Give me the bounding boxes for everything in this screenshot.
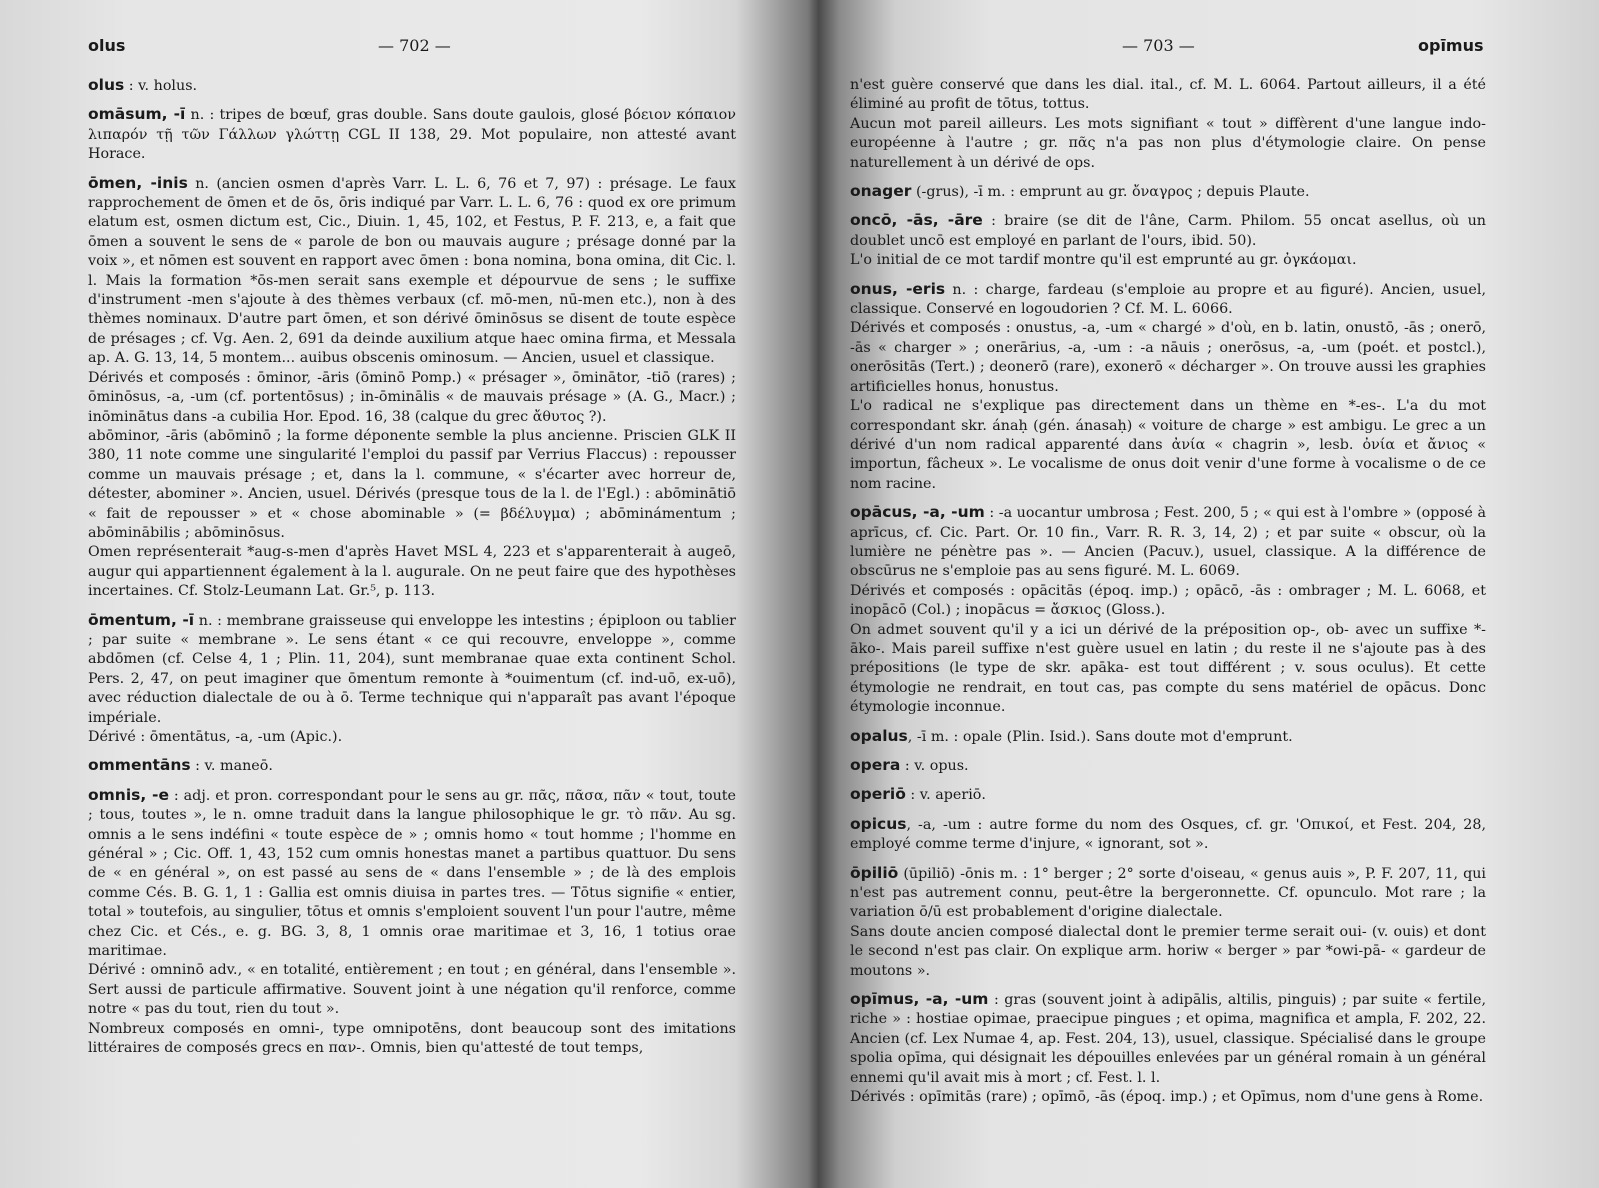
entry [88,105,736,164]
left-running-head: olus [88,36,126,55]
entry [88,174,736,602]
headword: olus [88,76,125,94]
entry [88,76,736,96]
entry [850,211,1486,270]
headword: opera [850,756,901,774]
entry-text: : v. opus. [900,758,969,774]
entry [850,182,1486,202]
left-column [88,76,736,1068]
entry [850,815,1486,855]
continuation [850,76,1486,173]
headword: opicus [850,814,907,833]
entry [850,785,1486,805]
entry [850,280,1486,494]
entry-text: (-grus), -ī m. : emprunt au gr. ὄναγρος ; depuis Plaute. [911,184,1310,201]
headword: opācus, -a, -um [850,503,985,522]
entry [850,727,1486,747]
entry [850,756,1486,776]
headword: ōpiliō [850,863,899,882]
headword: ōmentum, -ī [88,610,195,629]
headword: onager [850,182,912,201]
entry [88,756,736,776]
entry [88,786,736,1059]
entry-subparagraph: Dérivé : ōmentātus, -a, -um (Apic.). [88,729,343,745]
entry-text: n. : charge, fardeau (s'emploie au propre et au figuré). Ancien, usuel, classique. Conservé en logoudorien ? Cf. M. L. 6066. [850,281,1486,318]
left-page-number: — 702 — [378,36,451,55]
entry-text: : -a uocantur umbrosa ; Fest. 200, 5 ; « qui est à l'ombre » (opposé à aprīcus, cf. Cic. Part. Or. 10 fin., Varr. R. R. 3, 14, 2) ; et par suite « obscur, où la lumière ne pénètre pas ». — Ancien (Pacuv.), usuel, classique. A la différence de obscūrus ne s'emploie pas au sens figuré. M. L. 6069. [850,505,1486,580]
headword: omāsum, -ī [88,105,186,124]
entry-subparagraph: Dérivé : omninō adv., « en totalité, entièrement ; en tout ; en général, dans l'ensemble ». Sert aussi de particule affirmative. Souvent joint à une négation qu'il renforce, comme notre « pas du tout, rien du tout ». [88,962,736,1018]
entry-subparagraph: Sans doute ancien composé dialectal dont le premier terme serait oui- (v. ouis) et dont le second n'est pas clair. On explique arm. horiw « berger » par *owi-pā- « gardeur de moutons ». [850,923,1486,979]
entry-subparagraph: Dérivés et composés : ōminor, -āris (ōminō Pomp.) « présager », ōminātor, -tiō (rares) ; ōminōsus, -a, -um (cf. portentōsus) ; in-ōminālis « de mauvais présage » (A. G., Macr.) ; inōminātus dans -a cubilia Hor. Epod. 16, 38 (calque du grec ἄθυτος ?). [88,369,736,425]
headword: ōmen, -inis [88,173,188,192]
entry-text: : gras (souvent joint à adipālis, altilis, pinguis) ; par suite « fertile, riche » : hostiae opimae, praecipue pingues ; et opima, magnifica et ampla, F. 202, 22. Ancien (cf. Lex Numae 4, ap. Fest. 204, 13), usuel, classique. Spécialisé dans le groupe spolia opīma, qui désignait les dépouilles enlevées par un général romain à un général ennemi qu'il avait mis à mort ; cf. Fest. l. l. [850,992,1486,1086]
entry [850,990,1486,1107]
right-page [820,0,1599,1188]
entry-tail: Nombreux composés en omni-, type omnipotēns, dont beaucoup sont des imitations littéraires de composés grecs en παν-. Omnis, bien qu'attesté de tout temps, [88,1020,736,1057]
right-running-head: opīmus [1418,36,1484,55]
entry-subparagraph: Dérivés : opīmitās (rare) ; opīmō, -ās (époq. imp.) ; et Opīmus, nom d'une gens à Rome. [850,1089,1484,1106]
headword: ommentāns [88,756,191,775]
entry-subparagraph: On admet souvent qu'il y a ici un dérivé de la préposition op-, ob- avec un suffixe *-āko-. Mais pareil suffixe n'est guère usuel en latin ; du reste il ne s'ajoute pas à des prépositions (le type de skr. apāka- est tout différent ; v. sous oculus). Et cette étymologie ne rendrait, en tout cas, pas compte du sens matériel de opācus. Donc étymologie inconnue. [850,621,1486,716]
entry-text: n. : membrane graisseuse qui enveloppe les intestins ; épiploon ou tablier ; par suite « membrane ». Le sens étant « ce qui recouvre, enveloppe », comme abdōmen (cf. Celse 4, 1 ; Plin. 11, 204), sunt membranae quae exta continent Schol. Pers. 2, 47, on peut imaginer que ōmentum remonte à *ouimentum (cf. ind-uō, ex-uō), avec réduction dialectale de ou à ō. Terme technique qui n'apparaît pas avant l'époque impériale. [88,612,736,726]
headword: operiō [850,785,906,804]
entry-subparagraph: Dérivés et composés : opācitās (époq. imp.) ; opācō, -ās : ombrager ; M. L. 6068, et inopācō (Col.) ; inopācus = ἄσκιος (Gloss.). [850,582,1486,619]
entry-text: : v. holus. [124,78,198,94]
entry-text: , -ī m. : opale (Plin. Isid.). Sans doute mot d'emprunt. [907,728,1293,745]
entry [850,503,1486,717]
entry-text: : braire (se dit de l'âne, Carm. Philom. 55 oncat asellus, où un doublet uncō est employé en parlant de l'ours, ibid. 50). [850,213,1486,249]
entry-subparagraph: L'o radical ne s'explique pas directement dans un thème en *-es-. L'a du mot correspondant skr. ánaḥ (gén. ánasaḥ) « voiture de charge » est ambigu. Le grec a un dérivé d'un nom radical apparenté dans ἀνία « chagrin », lesb. ὀνία et ἄνιος « importun, fâcheux ». Le vocalisme de onus doit venir d'une forme à vocalisme o de ce nom racine. [850,398,1486,492]
continuation-text: n'est guère conservé que dans les dial. ital., cf. M. L. 6064. Partout ailleurs, il a été éliminé au profit de tōtus, tottus. [850,77,1486,113]
headword: opīmus, -a, -um [850,990,989,1009]
entry-subparagraph: abōminor, -āris (abōminō ; la forme déponente semble la plus ancienne. Priscien GLK II 380, 11 note comme une singularité l'emploi du passif par Verrius Flaccus) : repousser comme un mauvais présage ; et, dans la l. commune, « s'écarter avec horreur de, détester, abominer ». Ancien, usuel. Dérivés (presque tous de la l. de l'Egl.) : abōminātiō « fait de repousser » et « chose abominable » (= βδέλυγμα) ; abōminámentum ; abōminābilis ; abōminōsus. [88,427,736,541]
continuation-text: Aucun mot pareil ailleurs. Les mots signifiant « tout » diffèrent d'une langue indo-européenne à l'autre ; gr. πᾶς n'a pas non plus d'étymologie claire. On pense naturellement à un dérivé de ops. [850,115,1486,171]
entry-subparagraph: Omen représenterait *aug-s-men d'après Havet MSL 4, 223 et s'apparenterait à augeō, augur qui appartiennent également à la l. augurale. On ne peut faire que des hypothèses incertaines. Cf. Stolz-Leumann Lat. Gr.⁵, p. 113. [88,544,736,600]
headword: opalus [850,726,908,745]
entry-text: : adj. et pron. correspondant pour le sens au gr. πᾶς, πᾶσα, πᾶν « tout, toute ; tous, toutes », le n. omne traduit dans la langue philosophique le gr. τὸ πᾶν. Au sg. omnis a le sens indéfini « toute espèce de » ; omnis homo « tout homme ; l'homme en général » ; Cic. Off. 1, 43, 152 cum omnis honestas manet a partibus quattuor. Du sens de « en général », on est passé au sens de « dans l'ensemble » ; de là des emplois comme Cés. B. G. 1, 1 : Gallia est omnis diuisa in partes tres. — Tōtus signifie « entier, total » toutefois, au singulier, tōtus et omnis s'emploient souvent l'un pour l'autre, même chez Cic. et Cés., e. g. BG. 3, 8, 1 omnis orae maritimae et 3, 16, 1 totius orae maritimae. [88,787,736,960]
entry-text: , -a, -um : autre forme du nom des Osques, cf. gr. 'Οπικοί, et Fest. 204, 28, employé comme terme d'injure, « ignorant, sot ». [850,816,1486,853]
right-column [850,76,1486,1117]
entry-text: n. (ancien osmen d'après Varr. L. L. 6, 76 et 7, 97) : présage. Le faux rapprochement de ōmen et de ōs, ōris indiqué par Varr. L. L. 6, 76 : quod ex ore primum elatum est, osmen dictum est, Cic., Diuin. 1, 45, 102, et Festus, P. F. 213, e, a fait que ōmen a souvent le sens de « parole de bon ou mauvais augure ; présage donné par la voix », et nōmen est souvent en rapport avec ōmen : bona nomina, bona omina, dit Cic. l. l. Mais la formation *ōs-men serait sans exemple et dépourvue de sens ; le suffixe d'instrument -men s'ajoute à des thèmes verbaux (cf. mō-men, nū-men etc.), non à des thèmes nominaux. D'autre part ōmen, et son dérivé ōminōsus se disent de toute espèce de présages ; cf. Vg. Aen. 2, 691 da deinde auxilium atque haec omina firma, et Messala ap. A. G. 13, 14, 5 montem... auibus obscenis ominosum. — Ancien, usuel et classique. [88,175,736,367]
entry-subparagraph: L'o initial de ce mot tardif montre qu'il est emprunté au gr. ὀγκάομαι. [850,252,1357,269]
headword: oncō, -ās, -āre [850,211,983,230]
entry [850,864,1486,981]
entry-text: : v. aperiō. [905,787,986,804]
entry-text: : v. maneō. [190,758,273,775]
headword: omnis, -e [88,785,169,804]
right-page-number: — 703 — [1122,36,1195,55]
entry-subparagraph: Dérivés et composés : onustus, -a, -um « chargé » d'où, en b. latin, onustō, -ās ; onerō, -ās « charger » ; onerārius, -a, -um : -a nāuis ; onerōsus, -a, -um (poét. et postcl.), onerōsitās (Tert.) ; deonerō (rare), exonerō « décharger ». On trouve aussi les graphies artificielles honus, honustus. [850,320,1486,395]
headword: onus, -eris [850,279,946,298]
entry-text: n. : tripes de bœuf, gras double. Sans doute gaulois, glosé βόειον κόπαιον λιπαρόν τῇ τῶν Γάλλων γλώττῃ CGL II 138, 29. Mot populaire, non attesté avant Horace. [88,107,736,163]
entry [88,611,736,748]
entry-text: (ūpiliō) -ōnis m. : 1° berger ; 2° sorte d'oiseau, « genus auis », P. F. 207, 11, qui n'est pas autrement connu, peut-être la bergeronnette. Cf. opunculo. Mot rare ; la variation ō/ū est probablement d'origine dialectale. [850,865,1486,921]
